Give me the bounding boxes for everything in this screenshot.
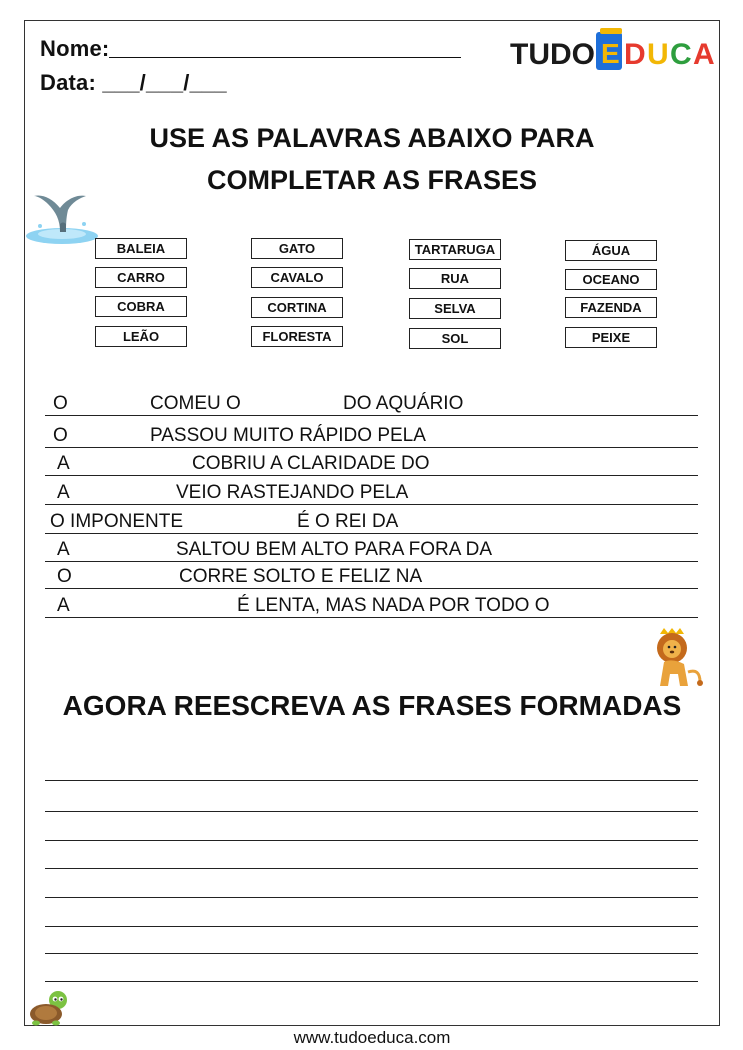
sentence-line-6[interactable] xyxy=(45,539,698,562)
writing-line[interactable] xyxy=(45,779,698,781)
sentence-line-5[interactable] xyxy=(45,511,698,534)
word-fazenda: FAZENDA xyxy=(565,297,657,318)
word-leao: LEÃO xyxy=(95,326,187,347)
writing-line[interactable] xyxy=(45,810,698,812)
sentence-text: A xyxy=(57,595,70,616)
sentence-line-4[interactable] xyxy=(45,482,698,505)
sentence-text: CORRE SOLTO E FELIZ NA xyxy=(179,566,423,587)
svg-text:E: E xyxy=(601,38,620,69)
word-rua: RUA xyxy=(409,268,501,289)
sentence-text: COBRIU A CLARIDADE DO xyxy=(192,453,430,474)
sentence-line-7[interactable] xyxy=(45,566,698,589)
word-gato: GATO xyxy=(251,238,343,259)
writing-line[interactable] xyxy=(45,896,698,898)
sentence-line-1[interactable] xyxy=(45,393,698,416)
lion-icon xyxy=(650,628,706,690)
name-field[interactable] xyxy=(40,36,461,62)
sentence-text: A xyxy=(57,453,70,474)
footer-url[interactable]: www.tudoeduca.com xyxy=(293,1028,451,1047)
svg-text:C: C xyxy=(670,38,692,71)
writing-line[interactable] xyxy=(45,839,698,841)
sentence-text: O IMPONENTE xyxy=(50,511,184,532)
word-sol: SOL xyxy=(409,328,501,349)
rewrite-title: AGORA REESCREVA AS FRASES FORMADAS xyxy=(62,690,682,721)
book-icon xyxy=(596,28,622,70)
sentence-text: O xyxy=(57,566,72,587)
sentence-line-8[interactable] xyxy=(45,595,698,618)
sentence-text: VEIO RASTEJANDO PELA xyxy=(176,482,409,503)
word-agua: ÁGUA xyxy=(565,240,657,261)
word-carro: CARRO xyxy=(95,267,187,288)
writing-line[interactable] xyxy=(45,925,698,927)
page-title-line1: USE AS PALAVRAS ABAIXO PARA xyxy=(149,123,595,153)
date-label: Data: xyxy=(40,70,97,95)
word-floresta: FLORESTA xyxy=(251,326,343,347)
page-title-line2: COMPLETAR AS FRASES xyxy=(206,165,537,195)
sentence-text: O xyxy=(53,393,68,414)
sentence-text: A xyxy=(57,482,70,503)
writing-line[interactable] xyxy=(45,952,698,954)
date-field[interactable] xyxy=(40,70,227,96)
word-baleia: BALEIA xyxy=(95,238,187,259)
logo-text-tudo: TUDO xyxy=(510,38,595,71)
sentence-text: É LENTA, MAS NADA POR TODO O xyxy=(237,595,550,616)
writing-line[interactable] xyxy=(45,867,698,869)
sentence-text: DO AQUÁRIO xyxy=(343,393,464,414)
word-peixe: PEIXE xyxy=(565,327,657,348)
writing-line[interactable] xyxy=(45,980,698,982)
svg-text:A: A xyxy=(693,38,715,71)
sentence-text: PASSOU MUITO RÁPIDO PELA xyxy=(150,425,426,446)
sentence-text: COMEU O xyxy=(150,393,241,414)
whale-tail-icon xyxy=(26,188,100,248)
svg-text:U: U xyxy=(647,38,669,71)
sentence-text: SALTOU BEM ALTO PARA FORA DA xyxy=(176,539,493,560)
sentence-line-2[interactable] xyxy=(45,425,698,448)
word-cavalo: CAVALO xyxy=(251,267,343,288)
sentence-text: A xyxy=(57,539,70,560)
sentence-text: O xyxy=(53,425,68,446)
word-selva: SELVA xyxy=(409,298,501,319)
word-oceano: OCEANO xyxy=(565,269,657,290)
turtle-icon xyxy=(28,990,72,1026)
name-label: Nome: xyxy=(40,36,110,61)
sentence-text: É O REI DA xyxy=(297,511,399,532)
word-tartaruga: TARTARUGA xyxy=(409,239,501,260)
word-cortina: CORTINA xyxy=(251,297,343,318)
svg-text:D: D xyxy=(624,38,646,71)
word-cobra: COBRA xyxy=(95,296,187,317)
sentence-line-3[interactable] xyxy=(45,453,698,476)
tudoeduca-logo xyxy=(510,26,720,78)
date-blanks: ___/___/___ xyxy=(102,70,227,95)
